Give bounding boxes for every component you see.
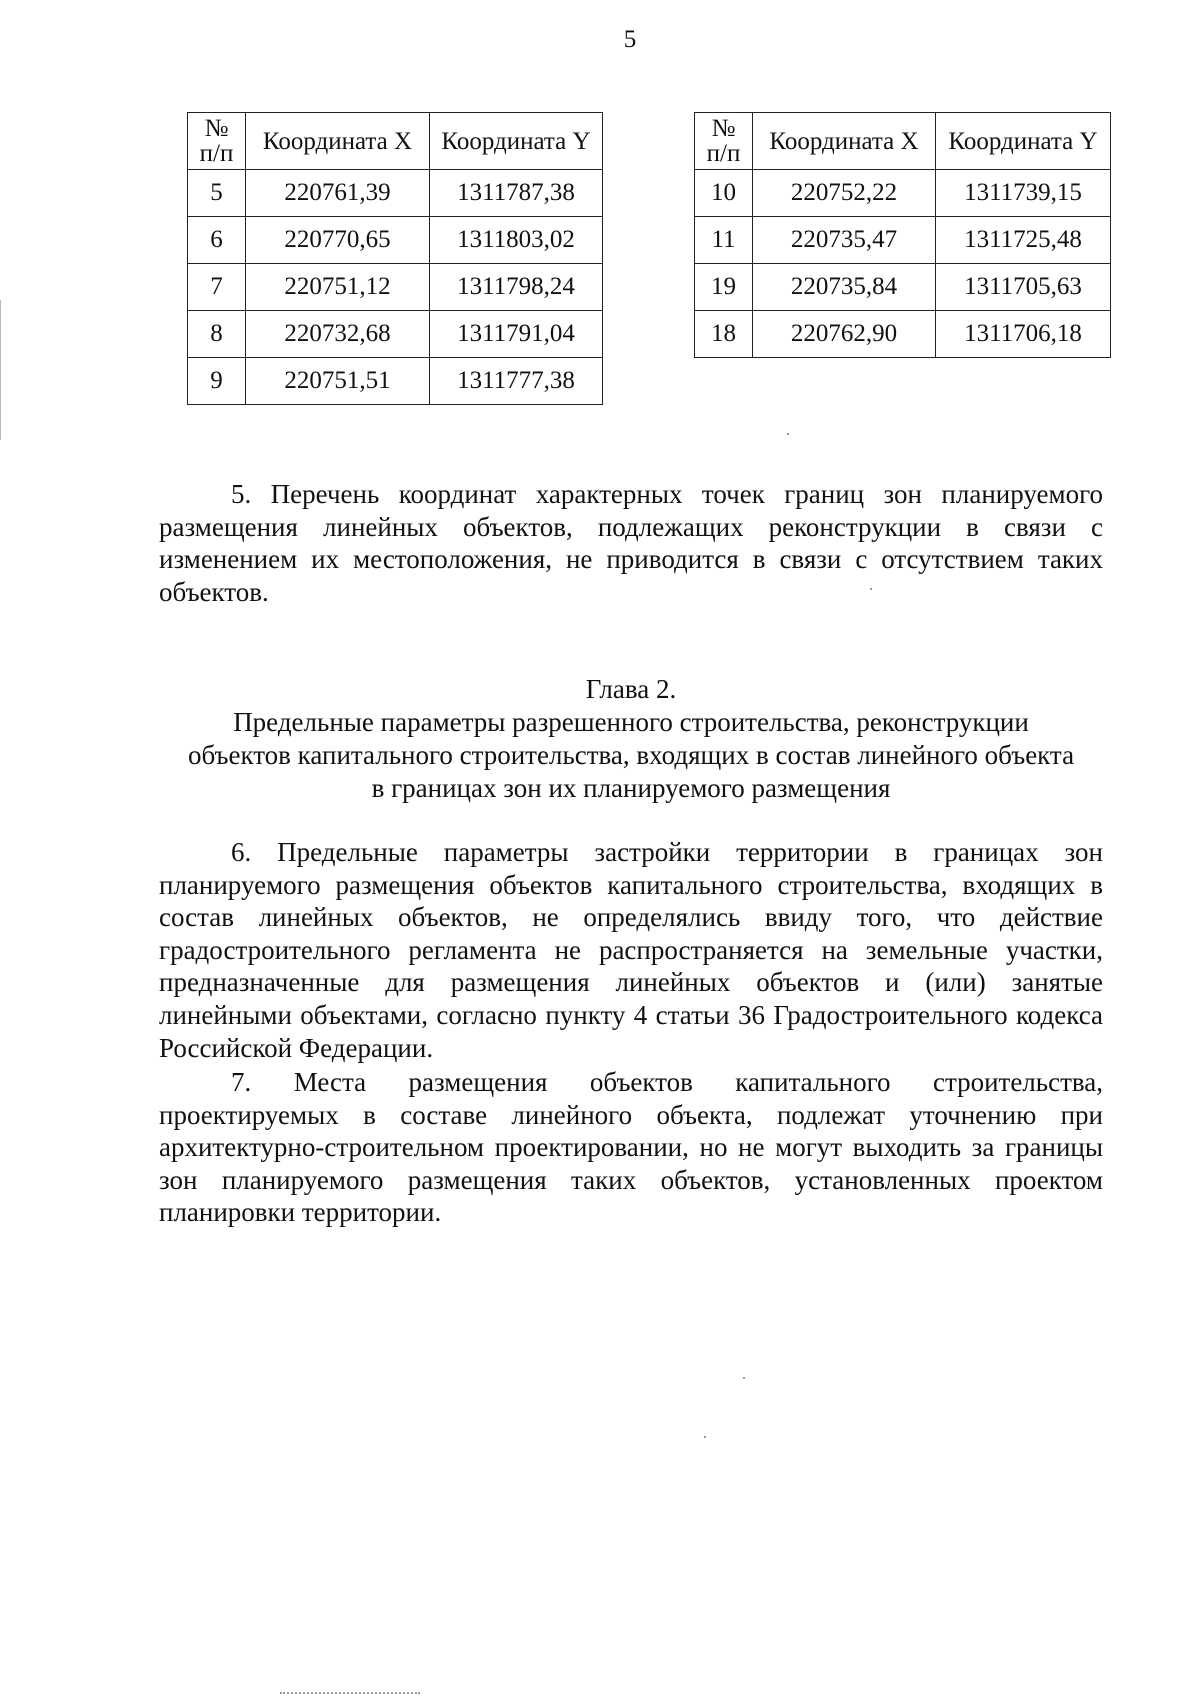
cell-coord-x: 220761,39 [246,170,430,217]
scan-speck [870,588,872,590]
scan-artifact [280,1692,420,1696]
cell-coord-x: 220762,90 [753,311,936,358]
cell-number: 6 [188,217,246,264]
paragraph-7: 7. Места размещения объектов капитального строительства, проектируемых в составе линейного объекта, подлежат уточнению при архитектурно-строительном проектировании, но не могут выходить за границы зон планируемого размещения таких объектов, установленных проектом планировки территории. [159,1067,1103,1228]
chapter-title-line-1: Предельные параметры разрешенного строительства, реконструкции [233,707,1029,737]
table-row [695,264,1111,311]
cell-number: 5 [188,170,246,217]
cell-number: 7 [188,264,246,311]
table-row [695,170,1111,217]
table-row [188,311,603,358]
chapter-title-line-2: объектов капитального строительства, входящих в состав линейного объекта [187,740,1075,770]
table-row [188,170,603,217]
header-coord-x: Координата X [753,113,936,170]
page-number: 5 [623,26,637,53]
coordinates-table-left [187,112,603,405]
cell-number: 8 [188,311,246,358]
table-header-row [695,113,1111,170]
cell-number: 11 [695,217,753,264]
header-coord-y: Координата Y [430,113,603,170]
header-coord-x: Координата X [246,113,430,170]
cell-coord-y: 1311787,38 [430,170,603,217]
paragraph-5: 5. Перечень координат характерных точек границ зон планируемого размещения линейных объектов, подлежащих реконструкции в связи с изменением их местоположения, не приводится в связи с отсутствием таких объектов. [159,479,1103,607]
chapter-number: Глава 2. [585,674,677,704]
scan-speck [704,1436,706,1438]
cell-coord-y: 1311803,02 [430,217,603,264]
cell-coord-y: 1311706,18 [936,311,1111,358]
scan-speck [787,433,789,435]
table-row [695,311,1111,358]
header-number: № п/п [695,113,753,170]
cell-number: 10 [695,170,753,217]
cell-number: 9 [188,358,246,405]
header-number: № п/п [188,113,246,170]
table-row [188,358,603,405]
cell-coord-y: 1311739,15 [936,170,1111,217]
table-header-row [188,113,603,170]
chapter-title-line-3: в границах зон их планируемого размещения [371,773,891,803]
cell-coord-x: 220751,51 [246,358,430,405]
cell-coord-y: 1311705,63 [936,264,1111,311]
table-row [188,217,603,264]
paragraph-6: 6. Предельные параметры застройки территории в границах зон планируемого размещения объектов капитального строительства, входящих в состав линейных объектов, не определялись ввиду того, что действие градостроительного регламента не распространяется на земельные участки, предназначенные для размещения линейных объектов и (или) занятые линейными объектами, согласно пункту 4 статьи 36 Градостроительного кодекса Российской Федерации. [159,837,1103,1063]
cell-coord-x: 220751,12 [246,264,430,311]
scan-edge [0,300,1,440]
cell-coord-y: 1311725,48 [936,217,1111,264]
cell-number: 18 [695,311,753,358]
cell-coord-y: 1311798,24 [430,264,603,311]
table-row [695,217,1111,264]
cell-number: 19 [695,264,753,311]
table-row [188,264,603,311]
cell-coord-x: 220770,65 [246,217,430,264]
coordinates-table-right [694,112,1111,358]
cell-coord-x: 220732,68 [246,311,430,358]
header-coord-y: Координата Y [936,113,1111,170]
cell-coord-x: 220752,22 [753,170,936,217]
cell-coord-x: 220735,47 [753,217,936,264]
scan-speck [743,1377,745,1379]
cell-coord-y: 1311777,38 [430,358,603,405]
cell-coord-x: 220735,84 [753,264,936,311]
cell-coord-y: 1311791,04 [430,311,603,358]
